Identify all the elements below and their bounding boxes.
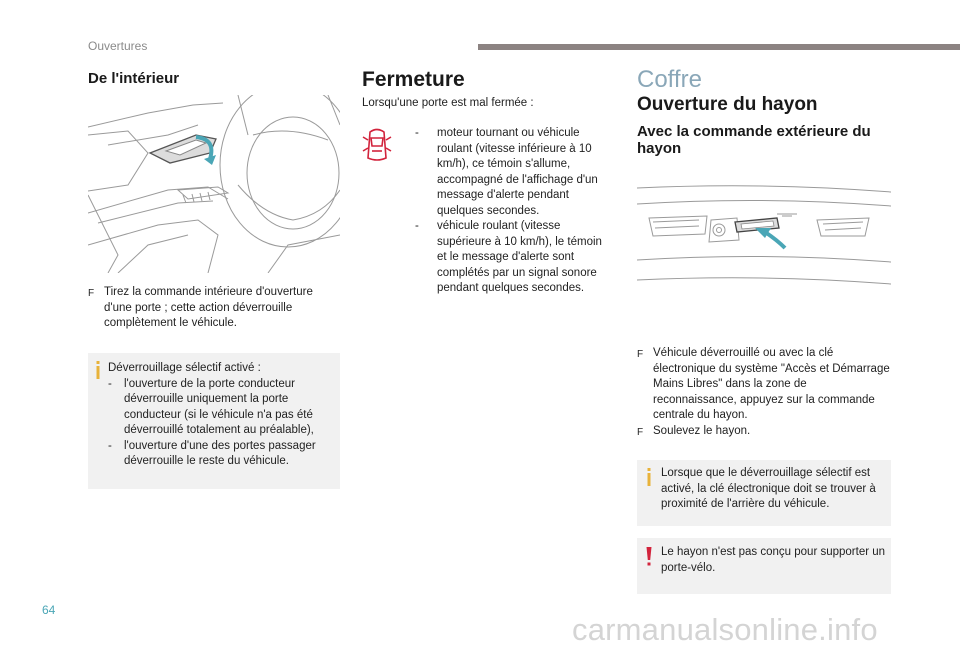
col1-title: De l'intérieur: [88, 70, 180, 87]
col3-bullet: F Véhicule déverrouillé ou avec la clé électronique du système "Accès et Démarrage Mains Libres" dans la zone de reconnaissance, appuyez sur la commande centrale du hayon.: [637, 346, 891, 424]
info-icon: [645, 468, 653, 486]
watermark: carmanualsonline.info: [572, 612, 878, 647]
col3-info-text: Lorsque que le déverrouillage sélectif est activé, la clé électronique doit se trouver à proximité de l'arrière du véhicule.: [661, 467, 876, 510]
col2-list-item: - moteur tournant ou véhicule roulant (vitesse inférieure à 10 km/h), ce témoin s'allume, accompagné de l'affichage d'un message d'alerte pendant quelques secondes.: [415, 127, 598, 217]
col1-info-box: [88, 353, 340, 489]
bullet-marker: F: [637, 349, 644, 360]
section-label: Ouvertures: [88, 39, 148, 53]
bullet-marker: F: [637, 426, 644, 438]
bullet-marker: F: [88, 288, 95, 299]
info-icon: [94, 361, 102, 379]
col3-warning-text: Le hayon n'est pas conçu pour supporter un porte-vélo.: [661, 546, 886, 574]
col3-info-box: [637, 460, 891, 526]
col1-info-item: - l'ouverture d'une des portes passager déverrouille le reste du véhicule.: [108, 439, 316, 467]
col3-bullets: [637, 346, 891, 440]
col3-warning-box: [637, 538, 891, 594]
col1-info-item: - l'ouverture de la porte conducteur déverrouille uniquement la porte conducteur (si le véhicule n'a pas été déverrouillé totalement au préalable),: [108, 377, 314, 436]
col2-intro: Lorsqu'une porte est mal fermée :: [362, 97, 534, 109]
col3-subtitle2: Avec la commande extérieure du hayon: [637, 123, 871, 157]
col3-bullet: F Soulevez le hayon.: [637, 424, 891, 441]
col3-subtitle: Ouverture du hayon: [637, 94, 818, 115]
warning-icon: [645, 547, 653, 567]
col1-bullet: [88, 285, 340, 332]
col2-list: [415, 126, 613, 297]
col1-bullet-text: Tirez la commande intérieure d'ouverture d'une porte ; cette action déverrouille complètement le véhicule.: [104, 286, 313, 329]
header-bar: [478, 44, 960, 50]
tailgate-handle-illustration: [637, 180, 891, 285]
col1-info-lead: Déverrouillage sélectif activé :: [108, 362, 261, 374]
door-handle-illustration: [88, 95, 340, 273]
page-number: 64: [42, 603, 56, 617]
col2-title: Fermeture: [362, 68, 465, 91]
door-open-warning-icon: [362, 124, 392, 164]
col3-title: Coffre: [637, 66, 702, 93]
col2-list-item: - véhicule roulant (vitesse supérieure à 10 km/h), le témoin et le message d'alerte sont complétés par un signal sonore pendant quelques secondes.: [415, 220, 602, 294]
